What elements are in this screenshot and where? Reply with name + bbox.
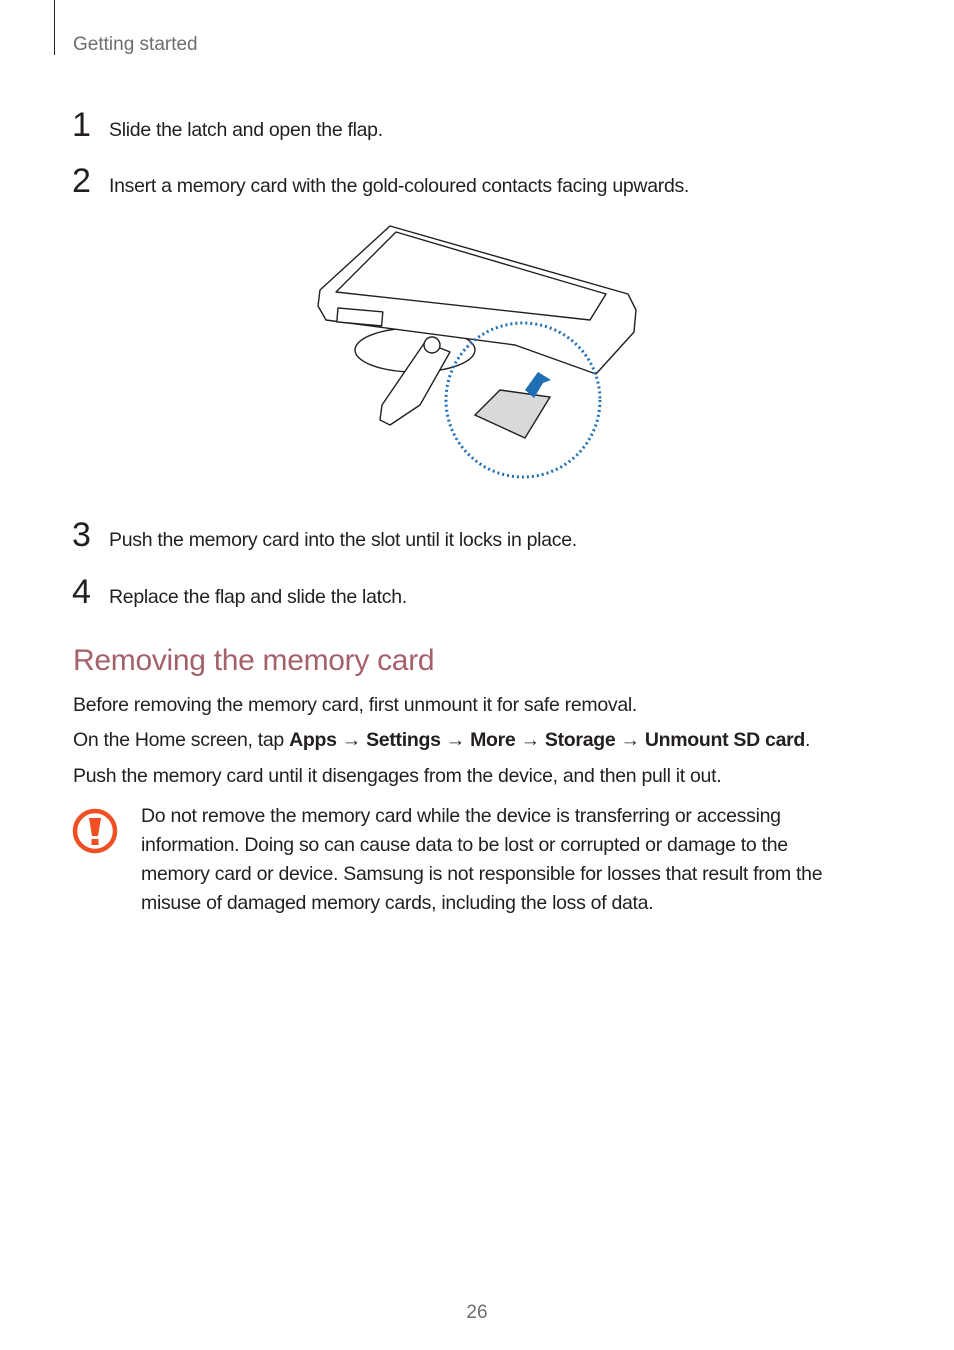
paragraph-menu-path [73,729,810,752]
step-number: 4 [72,573,91,611]
menu-more: More [470,729,516,751]
step-3 [72,518,577,552]
arrow: → [336,729,367,751]
step-1 [72,108,383,142]
step-text: Slide the latch and open the flap. [109,119,383,141]
arrow: → [440,729,471,751]
menu-storage: Storage [544,729,616,751]
step-number: 3 [72,516,91,554]
arrow: → [615,729,645,751]
step-number: 1 [72,106,91,144]
menu-unmount: Unmount SD card [644,729,806,751]
paragraph-pull-out: Push the memory card until it disengages from the device, and then pull it out. [73,765,722,787]
lens-ring [424,337,440,353]
warning-text: Do not remove the memory card while the device is transferring or accessing information. Doing so can cause data to be lost or corrupted or damage to the memory card or device. Samsung is not responsible for losses that result from the misuse of damaged memory cards, including the loss of data. [141,805,823,914]
paragraph-unmount: Before removing the memory card, first unmount it for safe removal. [73,694,638,716]
step-2 [72,164,689,198]
page-number: 26 [466,1302,488,1323]
camera-label [337,308,383,326]
memory-card-insertion-illustration [310,220,640,485]
step-4 [72,575,407,609]
step-text: Insert a memory card with the gold-coloured contacts facing upwards. [109,175,690,197]
section-heading: Removing the memory card [73,644,435,677]
memory-card [475,390,550,438]
warning-icon [72,808,118,854]
arrow: → [515,729,545,751]
step-text: Push the memory card into the slot until it locks in place. [109,529,577,551]
margin-rule [54,0,55,55]
path-suffix: . [805,729,811,751]
menu-settings: Settings [366,729,441,751]
section-title: Getting started [73,34,198,55]
step-text: Replace the flap and slide the latch. [109,586,407,608]
step-number: 2 [72,162,91,200]
menu-apps: Apps [289,729,337,751]
path-prefix: On the Home screen, tap [73,729,290,751]
